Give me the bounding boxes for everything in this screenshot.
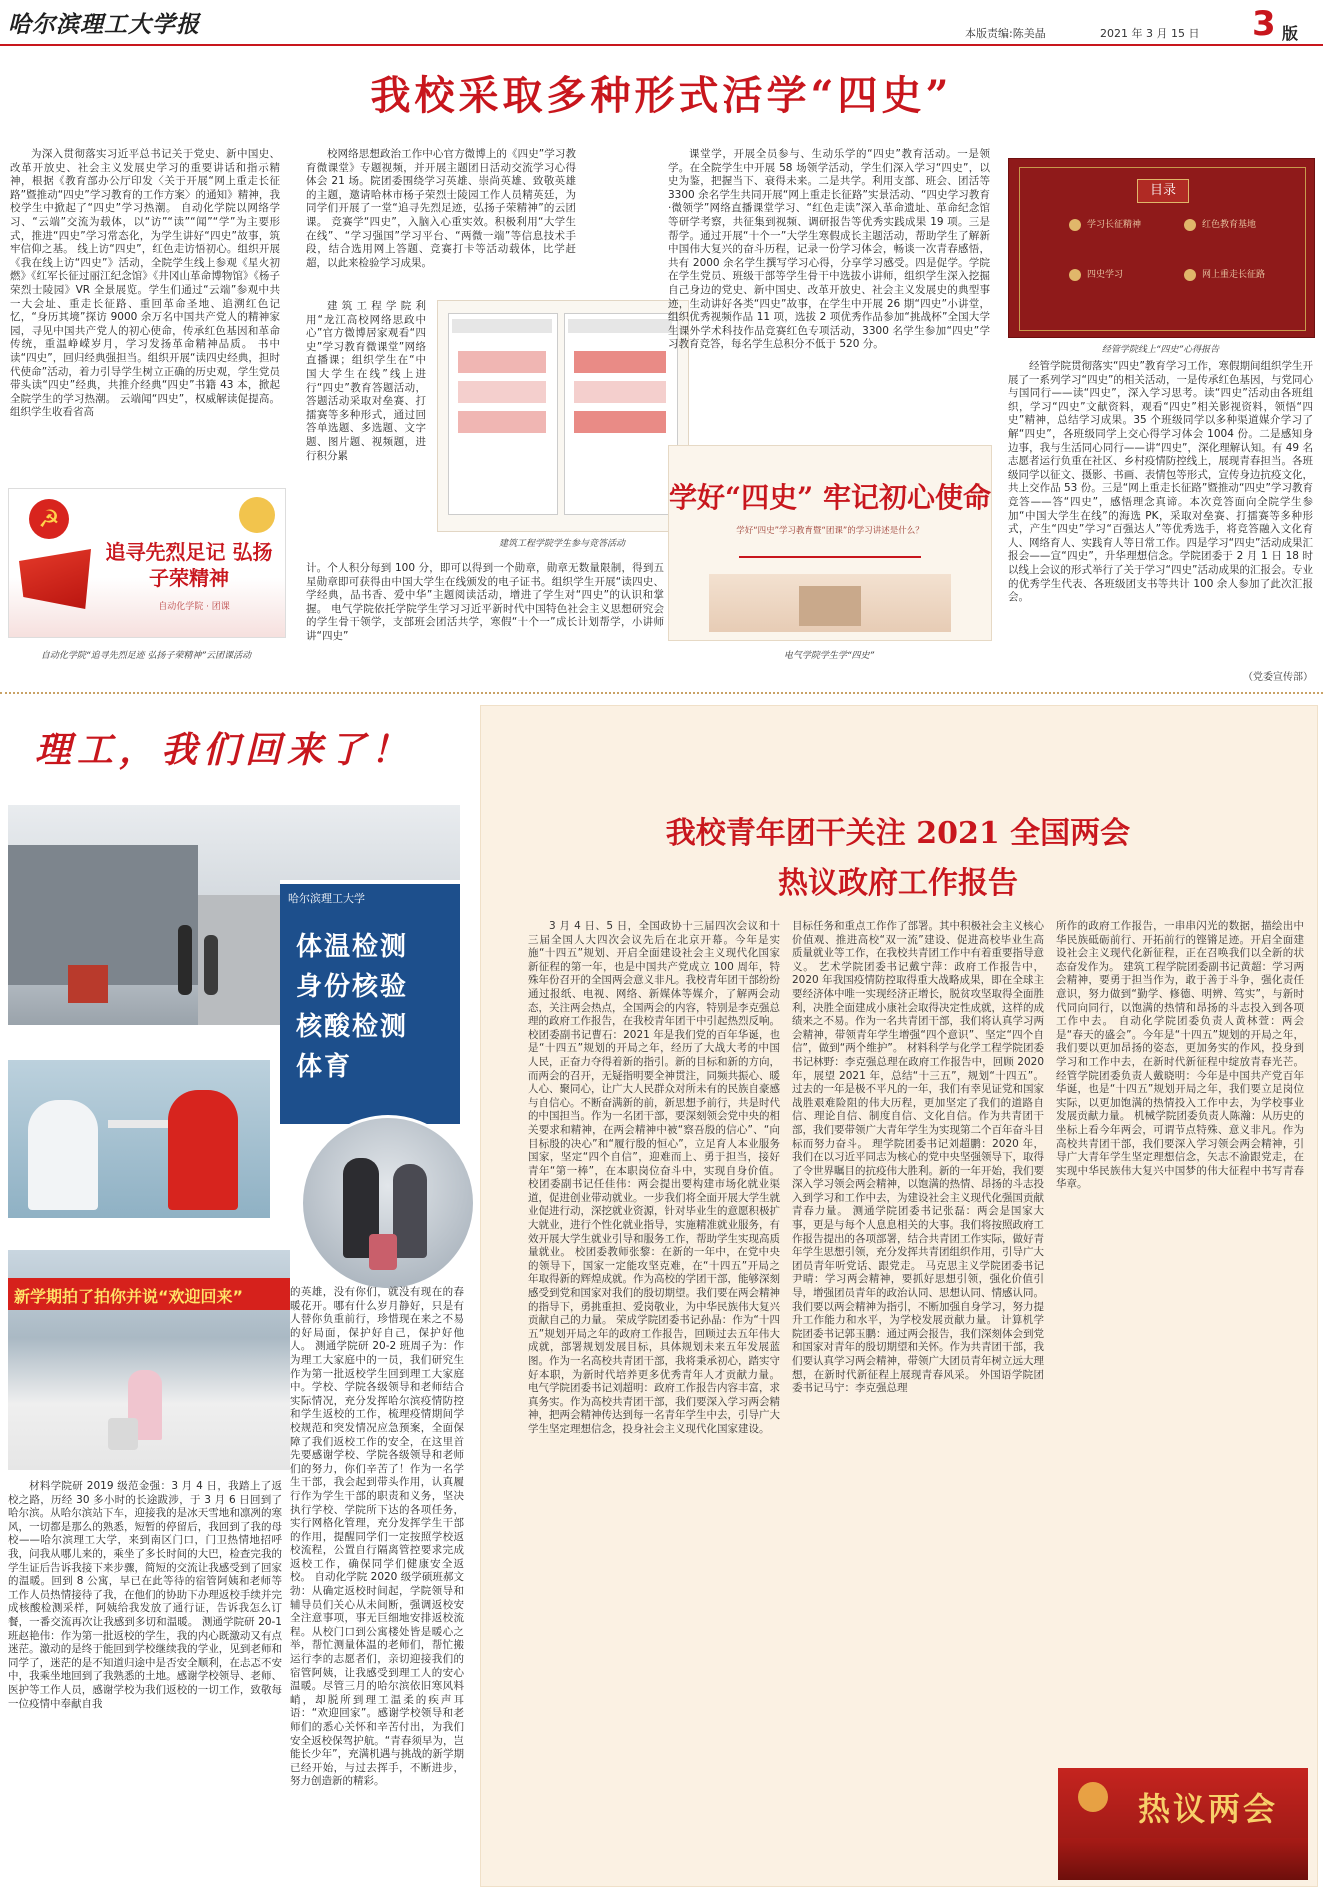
board-sign-pe: 体育 (296, 1052, 353, 1082)
board-university-name: 哈尔滨理工大学 (288, 892, 365, 905)
header-rule (0, 44, 1323, 46)
photo-students-arriving (300, 1115, 476, 1291)
article2-headline: 理工，我们回来了！ (35, 729, 414, 771)
welcome-banner-text: 新学期拍了拍你并说“欢迎回来” (14, 1287, 244, 1306)
image3-title: 学好“四史” 牢记初心使命 (669, 481, 991, 514)
image4-item-1: 学习长征精神 (1087, 220, 1142, 230)
article1-col2a: 校网络思想政治工作中心官方微博上的《四史”学习教育微课堂》专题视频，并开展主题团日活动交流学习心得体会 21 场。院团委围绕学习英雄、崇尚英雄、致敬英雄的主题，邀请哈林市杨子荣烈士陵园工作人员精英廷，为同学们开展了一堂“追寻先烈足迹，弘扬子荣精神”的云团课。 竞赛学“四史”，入脑入心重实效。积极利用“大学生在线”、“学习强国”学习平台、“两微一端”等信息技术手段，结合选用网上答题、竞赛打卡等活动载体，比学赶超，以此来检验学习成果。 (306, 148, 576, 269)
image3-subtitle: 学好“四史”学习教育暨“团课”的学习讲述是什么？ (736, 526, 924, 536)
article1-col1: 为深入贯彻落实习近平总书记关于党史、新中国史、改革开放史、社会主义发展史学习的重要讲话和指示精神，根据《教育部办公厅印发〈关于开展“网上重走长征路”暨推动“四史”学习教育的工作方案〉的通知》精神，我校学生中掀起了“四史”学习热潮。 自动化学院以网络学习、“云端”交流为载体，以“访”“读”“闻”“学”为主要形式，推进“四史”学习常态化，为学生讲好“四史”故事，筑牢信仰之基。 线上访“四史”，红色走访悟初心。组织开展《我在线上访“四史”》活动，全院学生线上参观《星火初燃》《红军长征过丽江纪念馆》《井冈山革命博物馆》《杨子荣烈士陵园》VR 全景展览。学生们通过“云端”参观中共一大会址、重走长征路、重回革命圣地、追溯红色记忆，“身历其境”探访 9000 余万名中国共产党人的精神家园，寻见中国共产党人的初心使命，传承红色基因和革命传统，重温峥嵘岁月，学习发扬革命精神品质。 书中读“四史”，回归经典强担当。组织开展“读四史经典，担时代使命”活动，着力引导学生树立正确的历史观，学生党员带头读“四史”经典，共推介经典“四史”书籍 43 本，掀起全院学生的学习热潮。 云端闻“四史”，权威解读促提高。组织学生收看省高 (10, 148, 280, 419)
page-header (0, 0, 1323, 46)
article1-col2c: 计。个人积分每到 100 分，即可以得到一个勋章，勋章无数量限制，得到五星勋章即可获得由中国大学生在线颁发的电子证书。组织学生开展“读四史、学经典，品书香、爱中华”主题阅读活动，增进了学生对“四史”的认识和掌握。 电气学院依托学院学生学习习近平新时代中国特色社会主义思想研究会的学生骨干领学，支部班会团活共学，寒假“十个一”成长计划帮学，小讲师讲“四史” (306, 562, 664, 642)
image-two-sessions (1058, 1768, 1308, 1880)
image2-caption: 建筑工程学院学生参与竞答活动 (498, 539, 625, 549)
article1-col3: 课堂学，开展全员参与、生动乐学的“四史”教育活动。一是领学。在全院学生中开展 58 场领学活动，学生们深入学习“四史”，以史为鉴，把握当下、衰得未来。二是共学。利用支部、班会、团活等 3300 余名学生共同开展“网上重走长征路”实景活动、“四史学习教育·微领学”网络直播课堂学习、“红色走读”深入革命遗址、革命纪念馆等研学考察，共征集到视频、调研报告等优秀实践成果 19 项。三是帮学。通过开展“十个一”大学生寒假成长主题活动，帮助学生了解新中国伟大复兴的奋斗历程，记录一份学习体会，畅谈一次青春感悟，共有 2000 余名学生撰写学习心得，分享学习感受。四是促学。学院在学生党员、班级干部等学生骨干中选拔小讲师，组织学生深入挖掘自己身边的党史、新中国史、改革开放史、社会主义发展史的典型事迹，生动讲好各类“四史”故事，在学生中开展 26 期“四史”小讲堂，组织优秀视频作品 11 项，选拔 2 项优秀作品参加“挑战杯”全国大学生课外学术科技作品竞赛红色专项活动，3300 名学生参加“四史”学习教育竞答，每名学生总积分不低于 520 分。 (668, 148, 990, 351)
image-quiz-activity (437, 300, 689, 532)
image1-title: 追寻先烈足记 弘扬子荣精神 (105, 540, 273, 590)
image1-sub: 自动化学院 · 团课 (158, 602, 230, 612)
article3-col1: 3 月 4 日、5 日，全国政协十三届四次会议和十三届全国人大四次会议先后在北京开幕。今年是实施“十四五”规划、开启全面建设社会主义现代化国家新征程的第一年，也是中国共产党成立 100 周年，特殊年份召开的全国两会意义非凡。我校青年团干部纷纷通过报纸、电视、网络、新媒体等媒介，了解两会动态，关注两会热点，全国两会的内容，特别是李克强总理的政府工作报告，在我校青年团干中引起热烈反响。 校团委副书记曹石：2021 年是我们党的百年华诞，也是“十四五”规划的开局之年，经历了大战大考的中国人民，正奋力夺得着新的指引。新的目标和新的方向，而两会的召开，无疑指明要全神贯注，同频共振心、暖人心、聚同心，让广大人民群众对所未有的民族自豪感与自信心。不断奋满新的前，新思想予前行，共是时代的中国担当。作为一名团干部，要深刻领会党中央的相关要求和精神，在两会精神中被“察吾殷的信心”、“向目标殷的决心”和“履行殷的恒心”，立足育人本业服务国家，坚定“四个自信”，迎难而上、勇于担当，接好青年“第一棒”，在本职岗位奋斗中，实现自身价值。 校团委副书记任佳伟：两会提出要构建市场化就业渠道，促进创业带动就业。一步我们将全面开展大学生就业促进行动，深挖就业资源，针对毕业生的意愿积极扩大就业，进行个性化就业指导，实施精准就业服务，有效开展大学生就业引导和服务工作，帮助学生实现高质量就业。 校团委教师张黎：在新的一年中，在党中央的领导下，国家一定能攻坚克难，在“十四五”开局之年取得新的辉煌成就。作为高校的学团干部，能够深刻感受到党和国家对我们的殷切期望。我们要在两会精神的指导下，勇挑重担、爱岗敬业，为中华民族伟大复兴贡献自己的力量。 荣成学院团委书记孙晶：作为“十四五”规划开局之年的政府工作报告，回顾过去五年伟大成就，部署规划发展目标，具体规划未来五年发展蓝图。作为一名高校共青团干部，我将秉承初心，踏实守好本职，为新时代培养更多优秀青年人才贡献力量。 电气学院团委书记刘超明：政府工作报告内容丰富，求真务实。作为高校共青团干部，我们要深入学习两会精神，把两会精神传达到每一名青年学生中去，引导广大学生坚定理想信念，投身社会主义现代化国家建设。 (528, 920, 780, 1435)
board-sign-test: 核酸检测 (296, 1012, 409, 1042)
image1-caption: 自动化学院“追寻先烈足迹 弘扬子荣精神”云团课活动 (40, 651, 252, 661)
article3-col2: 目标任务和重点工作作了部署。其中积极社会主义核心价值观、推进高校“双一流”建设、促进高校毕业生高质量就业等工作，在我校共青团工作中有着重要指导意义。 艺术学院团委书记戴宁萍：政府工作报告中，2020 年我国疫情防控取得重大战略成果，即在全球主要经济体中唯一实现经济正增长，脱贫攻坚取得全面胜利，决胜全面建成小康社会取得决定性成就，这样的成绩来之不易。作为一名共青团干部，我们将认真学习两会精神，带领青年学生增强“四个意识”、坚定“四个自信”，做到“两个维护”。 材料科学与化学工程学院团委书记林野：李克强总理在政府工作报告中，回顾 2020 年，展望 2021 年，总结“十三五”，规划“十四五”。过去的一年是极不平凡的一年，我们有幸见证党和国家战胜艰难险阻的伟大历程，更加坚定了我们的道路自信、理论自信、制度自信、文化自信。作为共青团干部，我们要带领广大青年学生为实现第二个百年奋斗目标而努力奋斗。 理学院团委书记刘超鹏：2020 年，我们在以习近平同志为核心的党中央坚强领导下，取得了令世界瞩目的抗疫伟大胜利。新的一年开始，我们要深入学习领会两会精神，以饱满的热情、昂扬的斗志投入到学习和工作中去，为建设社会主义现代化强国贡献青春力量。 测通学院团委书记张磊：两会是国家大事，更是与每个人息息相关的大事。我们将按照政府工作报告提出的各项部署，结合共青团工作实际，做好青年学生思想引领，充分发挥共青团组织作用，引导广大团员青年听党话、跟党走。 马克思主义学院团委书记尹晴：学习两会精神，要抓好思想引领，强化价值引导，增强团员青年的政治认同、思想认同、情感认同。我们要以两会精神为指引，不断加强自身学习，努力提升工作能力和水平，为学校发展贡献力量。 计算机学院团委书记郭玉鹏：通过两会报告，我们深刻体会到党和国家对青年的殷切期望和关怀。作为共青团干部，我们要认真学习两会精神，带领广大团员青年树立远大理想，在新时代新征程上展现青春风采。 外国语学院团委书记马宁：李克强总理 (792, 920, 1044, 1395)
article2-col-right: 的英雄，没有你们，就没有现在的春暖花开。哪有什么岁月静好，只是有人替你负重前行，珍惜现在来之不易的好局面，保护好自己，保护好他人。 测通学院研 20-2 班周子为：作为理工大家庭中的一员，我们研究生作为第一批返校学生回到理工大家庭中。学校、学院各级领导和老师结合实际情况，充分发挥哈尔滨疫情防控和学生返校的工作，梳理疫情期间学校规范和突发情况应急预案，全面保障了我们返校工作的安全，在这里首先要感谢学校、学院各级领导和老师们的努力，你们辛苦了！作为一名学生干部，我会起到带头作用，认真履行作为学生干部的职责和义务，坚决执行学校、学院所下达的各项任务，实行网格化管理，充分发挥学生干部的作用，提醒同学们一定按照学校返校流程，公置自行隔离管控要求完成返校工作，确保同学们健康安全返校。 自动化学院 2020 级学硕班郝文勃：从确定返校时间起，学院领导和辅导员们关心从未间断，强调返校安全注意事项，事无巨细地安排返校流程。从校门口到公寓楼处皆是暖心之举，帮忙测量体温的老师们，帮忙搬运行李的志愿者们，亲切迎接我们的宿管阿姨，让我感受到理工人的安心温暖。尽管三月的哈尔滨依旧寒风料峭，却脱所到理工温柔的疾声耳语：“欢迎回家”。感谢学校领导和老师们的悉心关怀和辛苦付出，为我们安全返校保驾护航。“青春须早为，岂能长少年”，充满机遇与挑战的新学期已经开始，与过去挥手，不断进步，努力创造新的精彩。 (290, 1286, 464, 1788)
photo-health-check (8, 1060, 270, 1218)
image4-item-3: 四史学习 (1087, 270, 1124, 280)
image4-item-2: 红色教育基地 (1202, 220, 1257, 230)
article2-col-left: 材料学院研 2019 级范金强：3 月 4 日，我踏上了返校之路，历经 30 多小时的长途跋涉，于 3 月 6 日回到了哈尔滨。从哈尔滨站下车，迎接我的是冰天雪地和凛冽的寒风，一切都是那么的熟悉，短暂的停留后，我回到了我的母校——哈尔滨理工大学，来到南区门口，门卫热情地招呼我，问我从哪儿来的，乘坐了多长时间的大巴，检查完我的学生证后告诉我接下来步骤，简短的交流让我感受到了回家的温暖。回到 8 公寓，早已在此等待的宿管阿姨和老师等工作人员热情接待了我，在他们的协助下办理返校手续并完成核酸检测采样，阿姨给我发放了通行证，告诉我怎么订餐，一番交流再次让我感到多切和温暖。 测通学院研 20-1 班赵艳伟：作为第一批返校的学生，我的内心既激动又有点迷茫。激动的是终于能回到学校继续我的学业，见到老师和同学了，迷茫的是不知道归途中是否安全顺利，在忐忑不安中，我乘坐地回到了我熟悉的土地。感谢学校领导、老师、医护等工作人员，感谢学校为我们返校的一切工作，致敬每一位疫情中奉献自我 (8, 1480, 282, 1710)
article3-headline-line2: 热议政府工作报告 (778, 866, 1018, 901)
section-divider (0, 692, 1323, 694)
image4-item-4: 网上重走长征路 (1202, 270, 1266, 280)
article1-col2b: 建筑工程学院利用“龙江高校网络思政中心”官方微博居家观看“四史”学习教育微课堂”网络直播课；组织学生在“中国大学生在线”线上进行“四史”教育答题活动，答题活动采取对垒赛、打擂赛等多种形式，通过回答单选题、多选题、文字题、图片题、视频题，进行积分累 (306, 300, 426, 462)
article1-col4: 经管学院贯彻落实“四史”教育学习工作，寒假期间组织学生开展了一系列学习“四史”的相关活动，一是传承红色基因，与党同心与国同行——读“四史”，深入学习思考。读“四史”活动由各班组织，学习“四史”文献资料，观看“四史”相关影视资料，领悟“四史”精神，总结学习成果。35 个班级同学以多种渠道媒介学习了解“四史”，各班级同学上交心得学习体会 1004 份。二是感知身边事，我与生活同心同行——讲“四史”，深化理解认知。有 49 名志愿者运行负重在社区、乡村疫情防控线上，展现青春担当。各班级同学以征文、摄影、书画、表情包等形式，宣传身边抗疫文化，共上交作品 53 份。三是“网上重走长征路”暨推动“四史”学习教育竞答——答“四史”，感悟理念真谛。本次竞答面向全院学生参加“中国大学生在线”的海选 PK，采取对垒赛、打擂赛等多种形式，产生“四史”学习“百强达人”等优秀选手，将竞答融入文化育人、网络育人、实践育人等日常工作。四是学习“四史”活动成果汇报会——宣“四史”，升华理想信念。学院团委于 2 月 1 日 18 时以线上会议的形式举行了关于学习“四史”活动成果的汇报会。专业的优秀学生代表、各班级团支书等共计 100 余人参加了此次汇报会。 (1008, 360, 1313, 604)
page-number: 3 (1252, 4, 1276, 44)
article3-col3: 所作的政府工作报告，一串串闪光的数据，描绘出中华民族砥砺前行、开拓前行的铿锵足迹。开启全面建设社会主义现代化新征程，正在召唤我们以全新的状态奋发作为。 建筑工程学院团委副书记黄超：学习两会精神，要勇于担当作为，敢于善于斗争，强化责任意识，努力做到“勤学、修德、明辨、笃实”，与新时代同向同行，以饱满的热情和昂扬的斗志投入到各项工作中去。 自动化学院团委负责人黄林萱：两会是“春天的盛会”。今年是“十四五”规划的开局之年，我们要以更加昂扬的姿态，更加务实的作风，投身到学习和工作中去，在新时代新征程中绽放青春光芒。 经管学院团委负责人戴晓明：今年是中国共产党百年华诞，也是“十四五”规划开局之年，我们要立足岗位实际，以更加饱满的热情投入工作中去，为学校事业发展贡献力量。 机械学院团委负责人陈瀚：从历史的坐标上看今年两会，可谓节点特殊、意义非凡。作为高校共青团干部，我们要深入学习领会两会精神，引导广大青年学生坚定理想信念，矢志不渝跟党走，在实现中华民族伟大复兴中国梦的伟大征程中书写青春华章。 (1056, 920, 1304, 1191)
party-emblem-icon: ☭ (29, 499, 69, 539)
image-two-sessions-text: 热议两会 (1138, 1790, 1279, 1828)
image-red-lesson-slide (8, 488, 286, 638)
photo-checkpoint-board (280, 880, 460, 1124)
image-report-menu (1008, 158, 1315, 338)
image-four-history-poster (668, 445, 992, 641)
issue-date: 2021 年 3 月 15 日 (1100, 27, 1200, 40)
image4-caption: 经管学院线上“四史”心得报告 (1101, 345, 1220, 355)
article1-headline: 我校采取多种形式活学“四史” (370, 72, 953, 119)
board-sign-temp: 体温检测 (296, 932, 409, 962)
paper-name: 哈尔滨理工大学报 (8, 11, 200, 38)
article1-credit: （党委宣传部） (1243, 672, 1313, 683)
board-sign-id: 身份核验 (296, 972, 409, 1002)
article3-headline-line1: 我校青年团干关注 2021 全国两会 (665, 816, 1131, 851)
image4-menu-title: 目录 (1137, 179, 1189, 203)
image3-caption: 电气学院学生学“四史” (783, 651, 875, 661)
photo-welcome-banner (8, 1250, 290, 1470)
editor-credit: 本版责编:陈美晶 (965, 27, 1046, 40)
page-unit: 版 (1282, 24, 1299, 43)
